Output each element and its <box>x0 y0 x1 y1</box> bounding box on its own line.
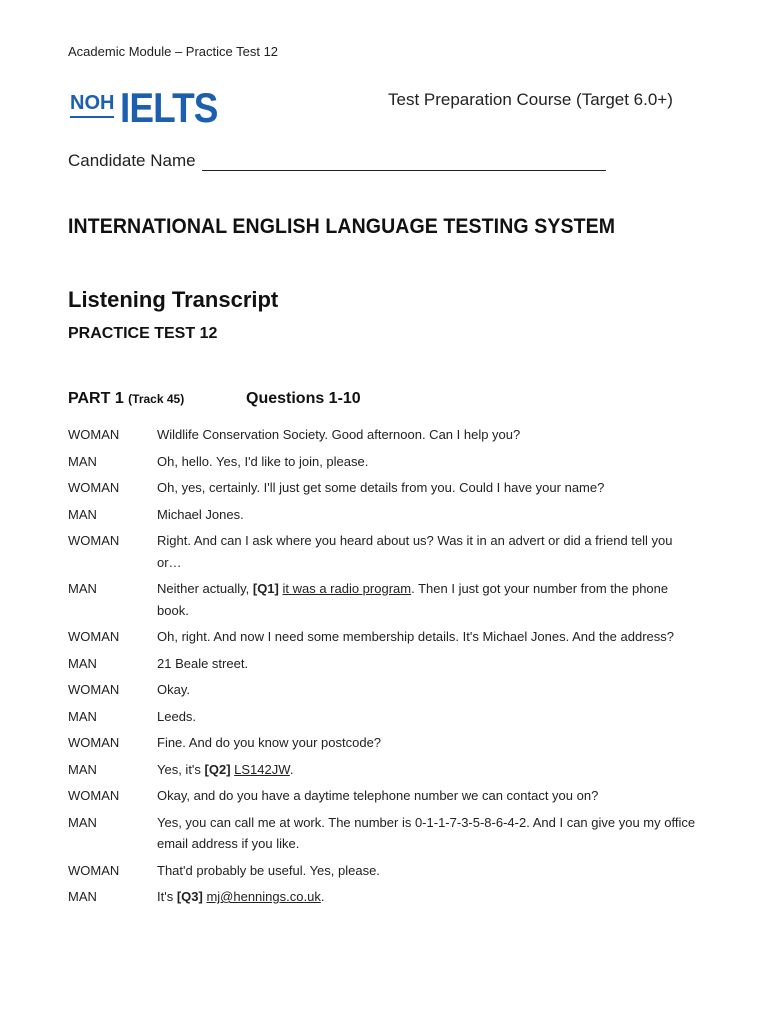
question-tag: [Q1] <box>252 581 279 596</box>
questions-range: Questions 1-10 <box>246 390 361 407</box>
document-main-title: INTERNATIONAL ENGLISH LANGUAGE TESTING SYSTEM <box>68 215 616 238</box>
candidate-name-blank-line <box>202 154 606 171</box>
speaker-label: WOMAN <box>68 862 120 878</box>
speaker-label: MAN <box>68 581 97 596</box>
speaker-label: MAN <box>68 889 97 904</box>
answer-text: mj@hennings.co.uk <box>206 889 321 904</box>
utterance-text <box>157 759 698 781</box>
utterance-text <box>157 886 698 908</box>
speaker-label: MAN <box>68 761 97 777</box>
question-tag: [Q2] <box>204 761 231 777</box>
practice-test-label: PRACTICE TEST 12 <box>68 325 218 342</box>
utterance-pre: It's <box>157 889 177 904</box>
speaker-label: WOMAN <box>68 427 120 442</box>
transcript-line <box>68 812 698 855</box>
part-heading <box>68 390 708 408</box>
question-tag: [Q3] <box>176 889 203 904</box>
speaker-label: MAN <box>68 708 97 724</box>
speaker-label: WOMAN <box>68 735 120 750</box>
section-title: Listening Transcript <box>68 287 279 312</box>
utterance-text: Okay. <box>157 682 190 697</box>
utterance-text: Wildlife Conservation Society. Good afternoon. Can I help you? <box>157 427 521 442</box>
candidate-name-label: Candidate Name <box>68 151 196 170</box>
part-label: PART 1 <box>68 390 124 407</box>
transcript-line <box>68 886 698 908</box>
speaker-label: WOMAN <box>68 629 120 644</box>
utterance-text: That'd probably be useful. Yes, please. <box>157 862 380 878</box>
track-label: (Track 45) <box>128 392 185 406</box>
utterance-pre: Neither actually, <box>157 581 253 596</box>
utterance-text: Michael Jones. <box>157 506 244 522</box>
utterance-text: Fine. And do you know your postcode? <box>157 735 382 750</box>
transcript-line <box>68 504 698 526</box>
course-title: Test Preparation Course (Target 6.0+) <box>388 90 673 109</box>
transcript-line <box>68 424 698 446</box>
utterance-pre: Yes, it's <box>157 761 205 777</box>
transcript-line <box>68 732 698 754</box>
candidate-name-field <box>68 151 606 171</box>
speaker-label: WOMAN <box>68 788 120 803</box>
utterance-text: Oh, right. And now I need some membership details. It's Michael Jones. And the address? <box>157 629 674 644</box>
transcript-line <box>68 679 698 701</box>
transcript-line <box>68 477 698 499</box>
logo-mark-text: NOH <box>70 91 115 114</box>
speaker-label: WOMAN <box>68 480 120 495</box>
utterance-text: Oh, hello. Yes, I'd like to join, please. <box>157 453 369 469</box>
speaker-label: MAN <box>68 453 97 469</box>
utterance-post: . <box>320 889 325 904</box>
utterance-post: . <box>289 761 294 777</box>
speaker-label: WOMAN <box>68 533 120 548</box>
speaker-label: MAN <box>68 814 97 830</box>
utterance-text: Oh, yes, certainly. I'll just get some details from you. Could I have your name? <box>157 480 605 495</box>
transcript-line <box>68 860 698 882</box>
ielts-logo <box>70 84 231 131</box>
logo-wordmark: IELTS <box>120 84 219 131</box>
transcript-line <box>68 626 698 648</box>
transcript-line <box>68 653 698 675</box>
speaker-label: MAN <box>68 655 97 671</box>
transcript-line <box>68 451 698 473</box>
speaker-label: WOMAN <box>68 682 120 697</box>
utterance-text: Right. And can I ask where you heard about us? Was it in an advert or did a friend tell you or… <box>157 533 673 570</box>
utterance-text: Yes, you can call me at work. The number is 0-1-1-7-3-5-8-6-4-2. And I can give you my office email address if you like. <box>157 814 696 851</box>
utterance-text: Leeds. <box>157 708 197 724</box>
utterance-post: . Then I just got your number from the phone book. <box>157 581 669 618</box>
utterance-text: Okay, and do you have a daytime telephone number we can contact you on? <box>157 788 599 803</box>
transcript-line <box>68 759 698 781</box>
transcript-line <box>68 785 698 807</box>
speaker-label: MAN <box>68 506 97 522</box>
transcript-line <box>68 530 698 573</box>
utterance-text <box>157 578 698 621</box>
logo-mark-underline <box>70 116 114 124</box>
utterance-text: 21 Beale street. <box>157 655 249 671</box>
noh-logo-mark <box>70 93 114 124</box>
page-header-module: Academic Module – Practice Test 12 <box>68 44 279 59</box>
answer-text: it was a radio program <box>282 581 412 596</box>
transcript-list <box>68 424 698 913</box>
transcript-line <box>68 578 698 621</box>
transcript-line <box>68 706 698 728</box>
answer-text: LS142JW <box>234 761 290 777</box>
